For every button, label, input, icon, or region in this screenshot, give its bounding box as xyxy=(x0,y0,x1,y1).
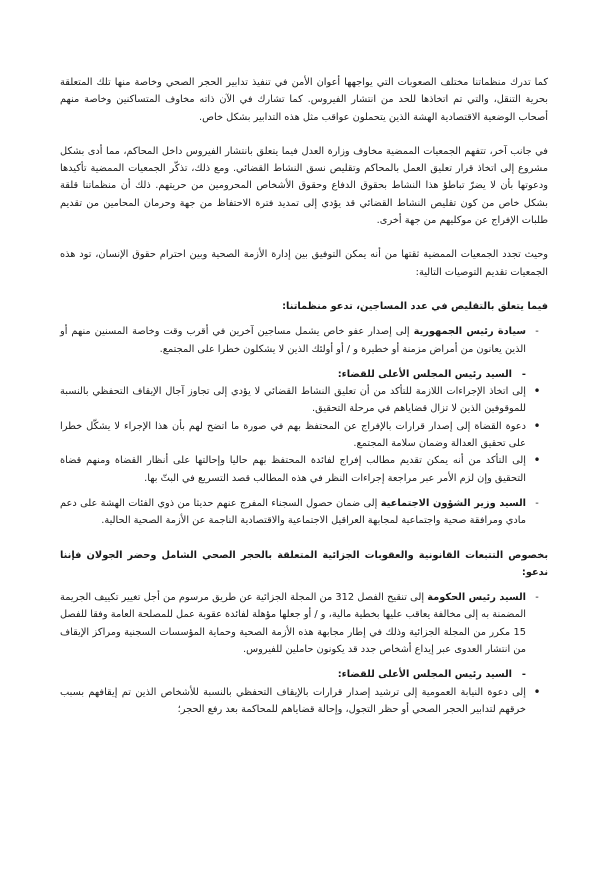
addressee-judicial-council-2 xyxy=(60,666,526,683)
recommendation-president xyxy=(60,323,548,358)
list-item xyxy=(60,383,542,418)
intro-paragraph-1: كما تدرك منظماتنا مختلف الصعوبات التي يواجهها أعوان الأمن في تنفيذ تدابير الحجر الصحي وخاصة منها تلك المتعلقة بحرية التنقل، والتي تم اتخاذها للحد من انتشار الفيروس. كما تشارك في الآن ذاته مخاوف المتساكنين وخاصة منهم أصحاب الوضعية الاقتصادية الهشة الذين يتحملون عواقب مثل هذه التدابير بشكل خاص. xyxy=(60,77,548,123)
addressee-label: السيد رئيس المجلس الأعلى للقضاء: xyxy=(337,368,512,380)
list-item-text: إلى دعوة النيابة العمومية إلى ترشيد إصدار قرارات بالإيقاف التحفظي بالنسبة للأشخاص الذين تم إيقافهم بسبب خرقهم لتدابير الحجر الصحي أو حظر التجول، وإحالة قضاياهم للمحاكمة بعد رفع الحجر؛ xyxy=(60,686,526,715)
recommendation-text: إلى إصدار عفو خاص يشمل مساجين آخرين في أقرب وقت وخاصة المسنين منهم أو الذين يعانون من أمراض مزمنة أو خطيرة و / أو أولئك الذين لا يشكلون خطرا على المجتمع. xyxy=(60,326,526,355)
recommendation-text: إلى ضمان حصول السجناء المفرج عنهم حديثا من ذوي الفئات الهشة على دعم مادي ومرافقة صحية واجتماعية لمجابهة العراقيل الاجتماعية والاقتصادية الناجمة عن الأزمة الصحية الحالية. xyxy=(60,497,526,527)
intro-paragraph-2: في جانب آخر، تتفهم الجمعيات الممضية مخاوف وزارة العدل فيما يتعلق بانتشار الفيروس داخل المحاكم، مما أدى بشكل مشروع إلى اتخاذ قرار تعليق العمل بالمحاكم وتقليص نسق النشاط القضائي. ومع ذلك، تذكّر الجمعيات الممضية تأكيدها ودعوتها بأن لا يضرّ تباطؤ هذا النشاط بحقوق الدفاع وحقوق الأشخاص المحرومين من حريتهم. ذلك أن منظماتنا قلقة بشكل خاص من كون تقليص النشاط القضائي قد يؤدي إلى تمديد فترة الاحتفاظ من جهة وحرمان المحامين من تقديم طلبات الإفراج عن موكليهم من جهة أخرى. xyxy=(60,145,548,227)
list-item-text: دعوة القضاة إلى إصدار قرارات بالإفراج عن المحتفظ بهم في صورة ما اتضح لهم بأن هذا الإجراء لا يشكّل خطرا على تحقيق العدالة وضمان سلامة المجتمع. xyxy=(60,420,526,450)
dash-marker: - xyxy=(521,368,526,380)
recommendation-social-affairs xyxy=(60,495,548,530)
list-item-text: إلى اتخاذ الإجراءات اللازمة للتأكد من أن تعليق النشاط القضائي لا يؤدي إلى تجاوز آجال الإيقاف التحفظي بالنسبة للموقوفين الذين لا تزال قضاياهم في مرحلة التحقيق. xyxy=(60,386,526,415)
addressee-label: السيد رئيس المجلس الأعلى للقضاء: xyxy=(337,669,512,681)
addressee-head-of-government: السيد رئيس الحكومة xyxy=(427,592,526,604)
addressee-social-affairs: السيد وزير الشؤون الاجتماعية xyxy=(380,497,526,509)
dash-marker: - xyxy=(535,592,539,604)
list-item xyxy=(60,452,542,487)
dash-marker: - xyxy=(535,497,539,509)
document-page xyxy=(60,74,548,718)
recommendation-head-of-government xyxy=(60,589,548,658)
addressee-judicial-council xyxy=(60,366,526,383)
intro-paragraph-3: وحيث تجدد الجمعيات الممضية ثقتها من أنه يمكن التوفيق بين إدارة الأزمة الصحية وبين احترام حقوق الإنسان، تود هذه الجمعيات تقديم التوصيات التالية: xyxy=(60,249,548,278)
bullet-marker: • xyxy=(533,384,541,399)
addressee-president: سيادة رئيس الجمهورية xyxy=(413,326,526,338)
bullet-marker: • xyxy=(533,418,541,433)
section-2-heading: بخصوص التتبعات القانونية والعقوبات الجزائية المتعلقة بالحجر الصحي الشامل وحضر الجولان فإننا ندعو: xyxy=(60,549,548,578)
dash-marker: - xyxy=(521,669,526,681)
list-item xyxy=(60,684,542,719)
dash-marker: - xyxy=(535,326,539,338)
list-item-text: إلى التأكد من أنه يمكن تقديم مطالب إفراج لفائدة المحتفظ بهم حاليا وإحالتها على أنظار القضاة ومنهم قضاة التحقيق وإن لزم الأمر عبر مراجعة إجراءات النظر في هذه المطالب قصد التسريع في البتّ بها. xyxy=(60,455,526,484)
section-1-heading: فيما يتعلق بالتقليص في عدد المساجين، تدعو منظماتنا: xyxy=(282,300,548,312)
bullet-marker: • xyxy=(533,684,541,699)
list-item xyxy=(60,418,542,453)
recommendation-text: إلى تنقيح الفصل 312 من المجلة الجزائية عن طريق مرسوم من أجل تغيير تكييف الجريمة المضمنة به إلى مخالفة يعاقب عليها بخطية مالية، و / أو جعلها مؤهلة لفائدة عقوبة عمل للمصلحة العامة وفقا للفصل 15 مكرر من المجلة الجزائية وذلك في إطار مجابهة هذه الأزمة الصحية وحماية المؤسسات السجنية ومراكز الإيقاف من انتشار العدوى عبر إيداع أشخاص جدد قد يكونون حاملين للفيروس. xyxy=(60,592,526,656)
bullet-marker: • xyxy=(533,453,541,468)
